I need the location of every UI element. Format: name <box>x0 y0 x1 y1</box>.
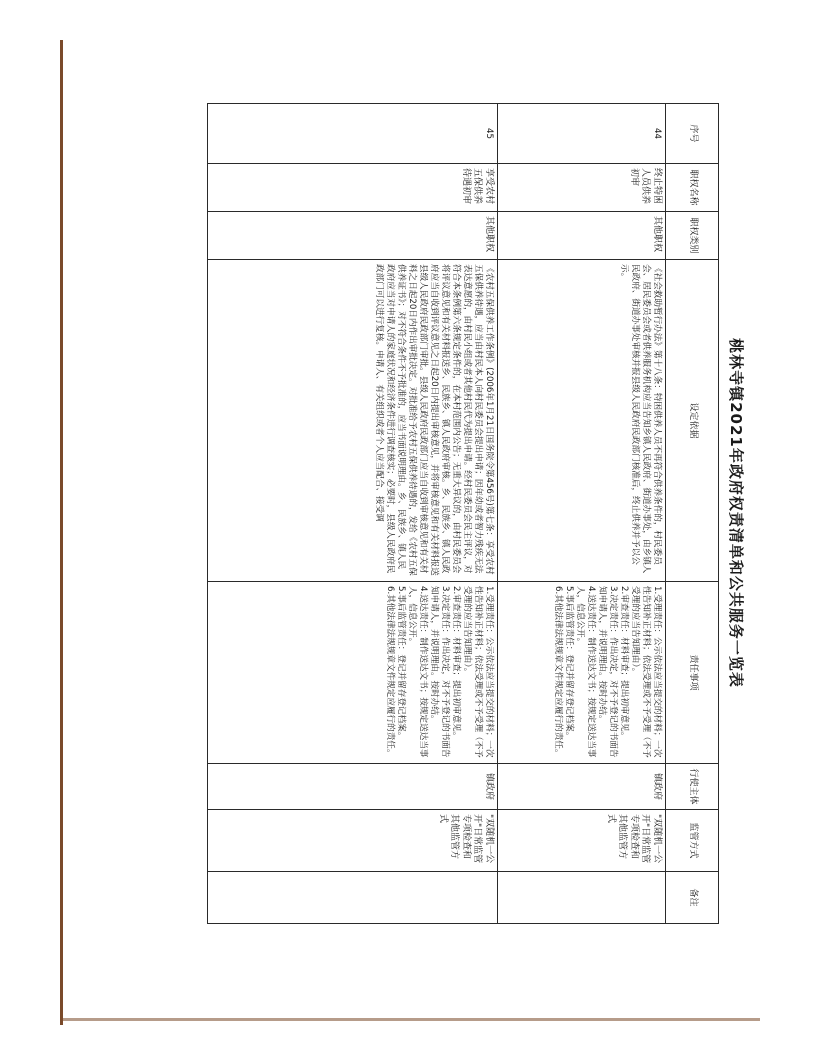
rotated-document <box>195 103 755 923</box>
row-type: 其他职权 <box>208 212 498 260</box>
header-subject: 行使主体 <box>666 764 719 810</box>
row-duty: 1.受理责任：公示依法应当提交的材料；一次性告知补正材料；依法受理或不予受理（不予受理的应当告知理由）。 2.审查责任：材料审查；提出初审意见。 3.决定责任：作出决定，对不予登记的书面告知申请人，并说明理由。按时办结。 4.送达责任：制作送达文书；按规定送达当事人，信息公开。 5.事后监管责任：登记并留存登记档案。 6.其他法律法规规章文件规定应履行的责任。 <box>208 582 498 764</box>
row-supervision: "双随机一公开"日常监管专项检查和其他监管方式 <box>498 810 666 872</box>
document-title: 桃林寺镇2021年政府权责清单和公共服务一览表 <box>727 338 745 688</box>
scan-edge-left <box>60 40 63 1025</box>
header-remark: 备注 <box>666 872 719 924</box>
row-seq: 45 <box>208 104 498 164</box>
row-basis: 《农村五保供养工作条例》(2006年1月21日国务院令第456号)第七条：享受农村五保供养待遇，应当由村民本人向村民委员会提出申请；因年幼或者智力残疾无法表达意愿的，由村民小组或者其他村民代为提出申请。经村民委员会民主评议，对符合本条例第六条规定条件的，在本村范围内公告；无重大异议的，由村民委员会将评议意见和有关材料报送乡、民族乡、镇人民政府审核。乡、民族乡、镇人民政府应当自收到评议意见之日起20日内提出审核意见，并将审核意见和有关材料报送县级人民政府民政部门审批。县级人民政府民政部门应当自收到审核意见和有关材料之日起20日内作出审批决定。对批准给予农村五保供养待遇的，发给《农村五保供养证书》；对不符合条件不予批准的，应当书面说明理由。乡、民族乡、镇人民政府应当对申请人的家庭状况和经济条件进行调查核实；必要时，县级人民政府民政部门可以进行复核。申请人、有关组织或者个人应当配合、接受调 <box>208 260 498 582</box>
header-supervision: 监管方式 <box>666 810 719 872</box>
header-seq: 序号 <box>666 104 719 164</box>
table-row <box>208 104 498 924</box>
row-name: 享受农村五保供养待遇初审 <box>208 164 498 212</box>
row-name: 终止特困人员供养初审 <box>498 164 666 212</box>
row-remark <box>498 872 666 924</box>
row-basis: 《社会救助暂行办法》第十八条：特困供养人员不再符合供养条件的，村民委员会、居民委员会或者供养服务机构应当告知乡镇人民政府、街道办事处，由乡镇人民政府、街道办事处审核并报县级人民政府民政部门核准后，终止供养并予以公示。 <box>498 260 666 582</box>
row-type: 其他职权 <box>498 212 666 260</box>
row-remark <box>208 872 498 924</box>
duty-table <box>207 103 719 924</box>
header-type: 职权类别 <box>666 212 719 260</box>
header-duty: 责任事项 <box>666 582 719 764</box>
row-subject: 镇政府 <box>208 764 498 810</box>
row-subject: 镇政府 <box>498 764 666 810</box>
table-header-row <box>666 104 719 924</box>
header-basis: 设定依据 <box>666 260 719 582</box>
scan-edge-bottom <box>60 1018 760 1021</box>
row-seq: 44 <box>498 104 666 164</box>
header-name: 职权名称 <box>666 164 719 212</box>
row-duty: 1.受理责任：公示依法应当提交的材料；一次性告知补正材料；依法受理或不予受理（不予受理的应当告知理由）。 2.审查责任：材料审查；提出初审意见。 3.决定责任：作出决定，对不予登记的书面告知申请人，并说明理由。按时办结。 4.送达责任：制作送达文书；按规定送达当事人，信息公开。 5.事后监管责任：登记并留存登记档案。 6.其他法律法规规章文件规定应履行的责任。 <box>498 582 666 764</box>
row-supervision: "双随机一公开"日常监管专项检查和其他监管方式 <box>208 810 498 872</box>
table-row <box>498 104 666 924</box>
